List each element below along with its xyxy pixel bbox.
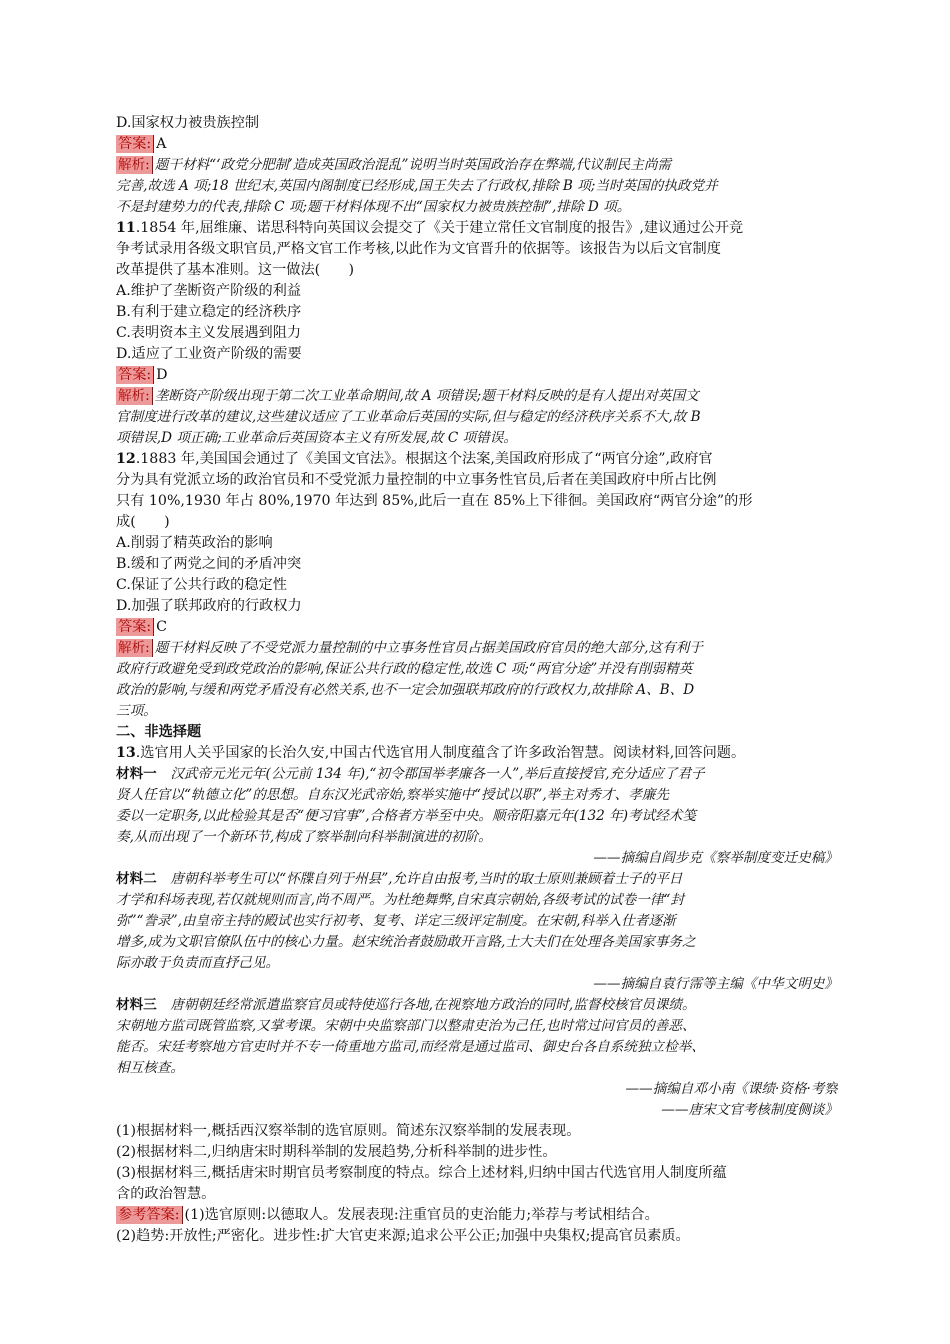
q12-number: 12	[116, 451, 136, 467]
q13-material-1-source: ——摘编自阎步克《察举制度变迁史稿》	[593, 850, 838, 866]
q13-material-2-line-3: 弥”“誊录”,由皇帝主持的殿试也实行初考、复考、详定三级评定制度。在宋朝,科举入仕者逐渐	[116, 913, 676, 929]
q11-analysis-line-2: 官制度进行改革的建议,这些建议适应了工业革命后英国的实际,但与稳定的经济秩序关系不大,故 B	[116, 409, 701, 425]
q11-number: 11	[116, 220, 136, 236]
q13-stem: 13.选官用人关乎国家的长治久安,中国古代选官用人制度蕴含了许多政治智慧。阅读材料,回答问题。	[116, 745, 746, 761]
q13-material-2-line-2: 才学和科场表现,若仅就规则而言,尚不周严。为杜绝舞弊,自宋真宗朝始,各级考试的试卷一律“封	[116, 892, 684, 908]
q13-number: 13	[116, 745, 136, 761]
q13-material-3-line-3: 能否。宋廷考察地方官吏时并不专一倚重地方监司,而经常是通过监司、御史台各自系统独立检举、	[116, 1039, 705, 1055]
q13-material-3-source-2: ——唐宋文官考核制度侧谈》	[661, 1102, 838, 1118]
analysis-tag: 解析:	[116, 156, 153, 174]
material-2-label: 材料二	[116, 871, 157, 887]
answer-tag: 答案:	[116, 135, 154, 153]
q10-analysis-line-3: 不是封建势力的代表,排除 C 项;题干材料体现不出“国家权力被贵族控制”,排除 D 项。	[116, 199, 631, 215]
q13-material-3-line-4: 相互核查。	[116, 1060, 184, 1076]
q13-material-2-line-5: 际亦敢于负责而直抒己见。	[116, 955, 280, 971]
q11-answer	[116, 365, 838, 386]
section-title: 二、非选择题	[116, 724, 202, 740]
q11-option-b: B.有利于建立稳定的经济秩序	[116, 304, 302, 320]
q11-stem-line-2: 争考试录用各级文职官员,严格文官工作考核,以此作为文官晋升的依据等。该报告为以后文官制度	[116, 241, 721, 257]
q12-analysis-line-3: 政治的影响,与缓和两党矛盾没有必然关系,也不一定会加强联邦政府的行政权力,故排除 A、B、D	[116, 682, 695, 698]
q13-material-3-line-2: 宋朝地方监司既管监察,又掌考课。宋朝中央监察部门以整肃吏治为己任,也时常过问官员的善恶、	[116, 1018, 696, 1034]
q12-analysis-line-1: 解析: 题干材料反映了不受党派力量控制的中立事务性官员占据美国政府官员的绝大部分,这有利于	[118, 640, 703, 656]
q12-stem-line-1: 12.1883 年,美国国会通过了《美国文官法》。根据这个法案,美国政府形成了“两官分途”,政府官	[116, 451, 713, 467]
q11-answer-value: D	[156, 367, 168, 383]
analysis-tag: 解析:	[116, 639, 153, 657]
q13-material-1-line-3: 委以一定职务,以此检验其是否“便习官事”,合格者方举至中央。顺帝阳嘉元年(132 年)考试经术笺	[116, 808, 696, 824]
answer-tag: 答案:	[116, 618, 154, 636]
q13-question-3-line-2: 含的政治智慧。	[116, 1186, 216, 1202]
q13-ref-answer-2: (2)趋势:开放性;严密化。进步性:扩大官吏来源;追求公平公正;加强中央集权;提高官员素质。	[116, 1228, 690, 1244]
q12-option-b: B.缓和了两党之间的矛盾冲突	[116, 556, 302, 572]
q12-analysis-line-4: 三项。	[116, 703, 157, 719]
q12-option-c: C.保证了公共行政的稳定性	[116, 577, 287, 593]
q13-material-1-line-4: 奏,从而出现了一个新环节,构成了察举制向科举制演进的初阶。	[116, 829, 492, 845]
q10-answer	[116, 134, 838, 155]
q13-ref-answer-1: 参考答案: (1)选官原则:以德取人。发展表现:注重官员的吏治能力;举荐与考试相结合。	[118, 1207, 659, 1223]
q12-stem-line-2: 分为具有党派立场的政治官员和不受党派力量控制的中立事务性官员,后者在美国政府中所占比例	[116, 472, 717, 488]
q12-option-d: D.加强了联邦政府的行政权力	[116, 598, 302, 614]
answer-tag: 答案:	[116, 366, 154, 384]
q11-option-c: C.表明资本主义发展遇到阻力	[116, 325, 302, 341]
q10-answer-value: A	[156, 136, 167, 152]
q13-material-2-source: ——摘编自袁行霈等主编《中华文明史》	[593, 976, 838, 992]
q11-analysis-line-1: 解析: 垄断资产阶级出现于第二次工业革命期间,故 A 项错误;题干材料反映的是有人提出对英国文	[118, 388, 699, 404]
q12-answer-value: C	[156, 619, 168, 635]
q13-material-1-line-2: 贤人任官以“轨德立化”的思想。自东汉光武帝始,察举实施中“授试以职”,举主对秀才、孝廉先	[116, 787, 669, 803]
q12-stem-line-4: 成( )	[116, 514, 170, 530]
q10-analysis-line-1: 解析: 题干材料“‘政党分肥制’造成英国政治混乱”说明当时英国政治存在弊端,代议制民主尚需	[118, 157, 672, 173]
q12-analysis-line-2: 政府行政避免受到政党政治的影响,保证公共行政的稳定性,故选 C 项;“两官分途”并没有削弱精英	[116, 661, 693, 677]
q12-stem-line-3: 只有 10%,1930 年占 80%,1970 年达到 85%,此后一直在 85%上下徘徊。美国政府“两官分途”的形	[116, 493, 753, 509]
q13-material-1-line-1: 材料一 汉武帝元光元年(公元前 134 年),“初令郡国举孝廉各一人”,举后直接授官,充分适应了君子	[116, 766, 705, 782]
q13-question-2: (2)根据材料二,归纳唐宋时期科举制的发展趋势,分析科举制的进步性。	[116, 1144, 557, 1160]
q11-stem-line-1: 11.1854 年,屈维廉、诺思科特向英国议会提交了《关于建立常任文官制度的报告》,建议通过公开竞	[116, 220, 744, 236]
q13-material-2-line-1: 材料二 唐朝科举考生可以“怀牒自列于州县”,允许自由报考,当时的取士原则兼顾着士子的平日	[116, 871, 683, 887]
material-3-label: 材料三	[116, 997, 157, 1013]
material-1-label: 材料一	[116, 766, 157, 782]
q11-option-d: D.适应了工业资产阶级的需要	[116, 346, 302, 362]
document-page	[116, 113, 838, 1247]
q13-question-1: (1)根据材料一,概括西汉察举制的选官原则。简述东汉察举制的发展表现。	[116, 1123, 581, 1139]
q11-stem-line-3: 改革提供了基本准则。这一做法( )	[116, 262, 355, 278]
q13-material-3-source-1: ——摘编自邓小南《课绩·资格·考察	[625, 1081, 838, 1097]
q13-material-3-line-1: 材料三 唐朝朝廷经常派遣监察官员或特使巡行各地,在视察地方政治的同时,监督校核官员课绩。	[116, 997, 696, 1013]
ref-answer-tag: 参考答案:	[116, 1206, 183, 1224]
q10-option-d: D.国家权力被贵族控制	[116, 115, 260, 131]
q12-answer	[116, 617, 838, 638]
q11-option-a: A.维护了垄断资产阶级的利益	[116, 283, 302, 299]
analysis-tag: 解析:	[116, 387, 153, 405]
q13-question-3-line-1: (3)根据材料三,概括唐宋时期官员考察制度的特点。综合上述材料,归纳中国古代选官用人制度所蕴	[116, 1165, 727, 1181]
q13-material-2-line-4: 增多,成为文职官僚队伍中的核心力量。赵宋统治者鼓励敢开言路,士大夫们在处理各美国家事务之	[116, 934, 696, 950]
q11-analysis-line-3: 项错误,D 项正确;工业革命后英国资本主义有所发展,故 C 项错误。	[116, 430, 517, 446]
q12-option-a: A.削弱了精英政治的影响	[116, 535, 273, 551]
q10-analysis-line-2: 完善,故选 A 项;18 世纪末,英国内阁制度已经形成,国王失去了行政权,排除 B 项;当时英国的执政党并	[116, 178, 718, 194]
